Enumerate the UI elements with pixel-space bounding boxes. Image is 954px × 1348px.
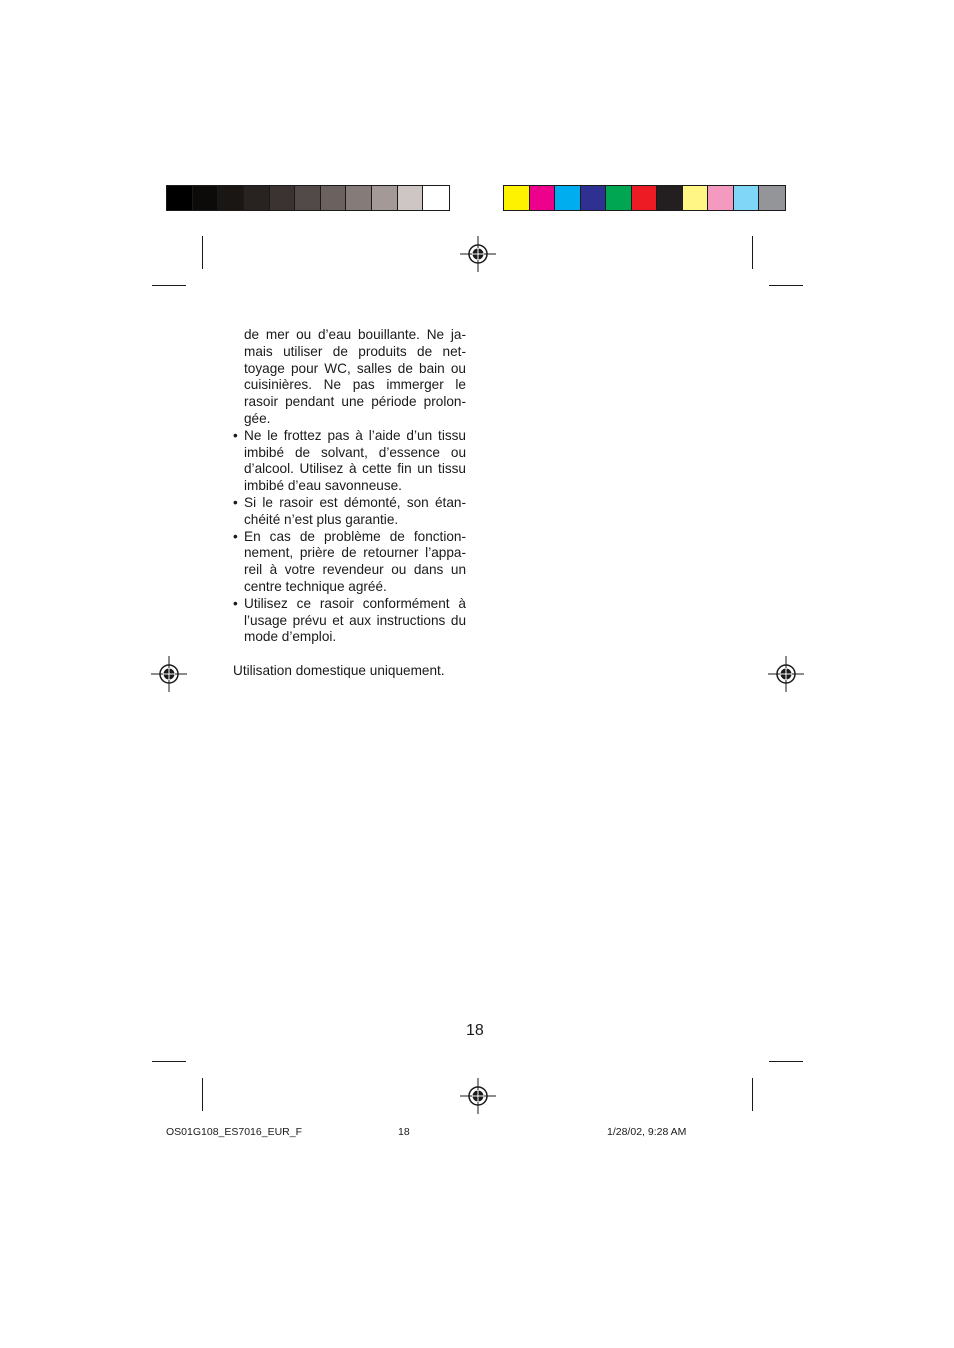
color-swatch	[321, 186, 347, 210]
color-swatch	[734, 186, 760, 210]
continuation-paragraph: de mer ou d’eau bouillante. Ne ja-mais utiliser de produits de net-toyage pour WC, salles de bain ou cuisinières. Ne pas immerger le rasoir pendant une période prolon-gée.	[244, 327, 466, 426]
list-item	[233, 495, 466, 529]
color-swatch	[759, 186, 785, 210]
color-swatch	[581, 186, 607, 210]
registration-mark-top-icon	[460, 236, 496, 272]
crop-mark-top-right-horizontal	[769, 285, 803, 286]
color-swatch	[372, 186, 398, 210]
bullet-icon: •	[233, 494, 238, 510]
footer-filename: OS01G108_ES7016_EUR_F	[166, 1126, 303, 1138]
list-item-text: Utilisez ce rasoir conformément à l’usage prévu et aux instructions du mode d’emploi.	[244, 595, 466, 645]
list-item	[233, 529, 466, 596]
color-calibration-bar	[503, 185, 786, 211]
crop-mark-bottom-left-horizontal	[152, 1061, 186, 1062]
color-swatch	[295, 186, 321, 210]
footer-timestamp: 1/28/02, 9:28 AM	[607, 1126, 687, 1138]
bullet-icon: •	[233, 528, 238, 544]
bullet-icon: •	[233, 427, 238, 443]
text-column	[233, 327, 466, 680]
color-swatch	[555, 186, 581, 210]
crop-mark-bottom-right-horizontal	[769, 1061, 803, 1062]
color-swatch	[244, 186, 270, 210]
crop-mark-bottom-left-vertical	[202, 1078, 203, 1111]
color-swatch	[657, 186, 683, 210]
list-item-text: En cas de problème de fonction-nement, prière de retourner l’appa-reil à votre revendeur ou dans un centre technique agréé.	[244, 528, 466, 594]
grayscale-calibration-bar	[166, 185, 450, 211]
crop-mark-top-left-vertical	[202, 236, 203, 269]
registration-mark-left-icon	[151, 656, 187, 692]
page-number: 18	[466, 1022, 484, 1039]
color-swatch	[708, 186, 734, 210]
color-swatch	[346, 186, 372, 210]
color-swatch	[530, 186, 556, 210]
bullet-icon: •	[233, 595, 238, 611]
color-swatch	[398, 186, 424, 210]
color-swatch	[632, 186, 658, 210]
color-swatch	[504, 186, 530, 210]
color-swatch	[683, 186, 709, 210]
color-swatch	[193, 186, 219, 210]
color-swatch	[218, 186, 244, 210]
color-swatch	[270, 186, 296, 210]
crop-mark-bottom-right-vertical	[752, 1078, 753, 1111]
crop-mark-top-left-horizontal	[152, 285, 186, 286]
registration-mark-bottom-icon	[460, 1078, 496, 1114]
registration-mark-right-icon	[768, 656, 804, 692]
closing-statement: Utilisation domestique uniquement.	[233, 662, 445, 678]
list-item	[233, 428, 466, 495]
color-swatch	[423, 186, 449, 210]
color-swatch	[606, 186, 632, 210]
footer-page: 18	[398, 1126, 410, 1138]
color-swatch	[167, 186, 193, 210]
list-item-text: Ne le frottez pas à l’aide d’un tissu imbibé de solvant, d’essence ou d’alcool. Utilisez à cette fin un tissu imbibé d’eau savonneuse.	[244, 427, 466, 494]
list-item-text: Si le rasoir est démonté, son étan-chéité n’est plus garantie.	[244, 494, 466, 527]
list-item	[233, 596, 466, 646]
crop-mark-top-right-vertical	[752, 236, 753, 269]
